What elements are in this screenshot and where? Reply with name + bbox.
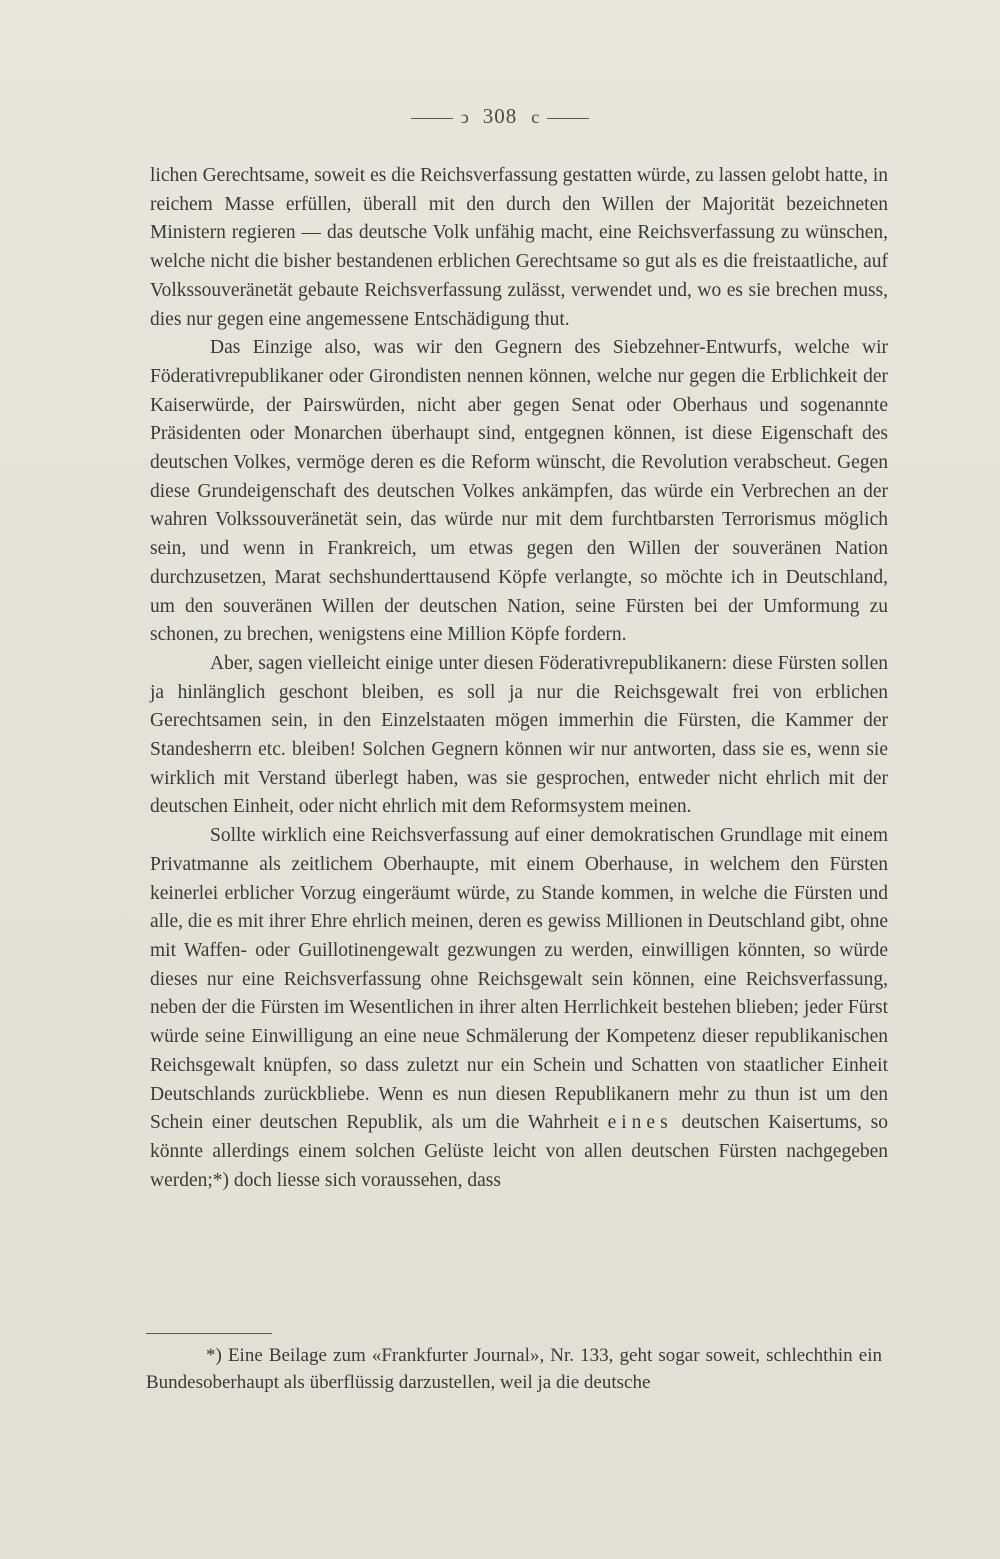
- page-number: 308: [482, 104, 518, 128]
- header-rule-right: [547, 118, 589, 119]
- paragraph-sollte-wirklich: [150, 822, 888, 1195]
- paragraph-text-after: deutschen Kaisertums, so könnte allerdings einem solchen Gelüste leicht von allen deutschen Fürsten nachgegeben werden;*) doch liesse sich voraussehen, dass: [150, 1112, 889, 1191]
- footnote: [146, 1342, 882, 1396]
- header-rule-left: [411, 118, 453, 119]
- main-text: [150, 162, 888, 1195]
- header-ornament-right: c: [531, 107, 540, 127]
- paragraph-text-before: Sollte wirklich eine Reichsverfassung auf einer demokratischen Grundlage mit einem Privatmanne als zeitlichem Oberhaupte, mit einem Oberhause, in welchem den Fürsten keinerlei erblicher Vorzug eingeräumt würde, zu Stande kommen, in welche die Fürsten und alle, die es mit ihrer Ehre ehrlich meinen, deren es gewiss Millionen in Deutschland gibt, ohne mit Waffen- oder Guillotinengewalt gezwungen zu werden, einwilligen könnten, so würde dieses nur eine Reichsverfassung ohne Reichsgewalt sein können, eine Reichsverfassung, neben der die Fürsten im Wesentlichen in ihrer alten Herrlichkeit bestehen blieben; jeder Fürst würde seine Einwilligung an eine neue Schmälerung der Kompetenz dieser republikanischen Reichsgewalt knüpfen, so dass zuletzt nur ein Schein und Schatten von staatlicher Einheit Deutschlands zurückbliebe. Wenn es nun diesen Republikanern mehr zu thun ist um den Schein einer deutschen Republik, als um die Wahrheit: [150, 825, 888, 1134]
- paragraph-aber-sagen: Aber, sagen vielleicht einige unter diesen Föderativrepublikanern: diese Fürsten sollen ja hinlänglich geschont bleiben, es soll ja nur die Reichsgewalt frei von erblichen Gerechtsamen sein, in den Einzelstaaten mögen immerhin die Fürsten, die Kammer der Standesherrn etc. bleiben! Solchen Gegnern können wir nur antworten, dass sie es, wenn sie wirklich mit Verstand überlegt haben, was sie gesprochen, entweder nicht ehrlich mit der deutschen Einheit, oder nicht ehrlich mit dem Reformsystem meinen.: [150, 652, 888, 818]
- header-ornament-left: ↄ: [460, 107, 469, 127]
- footnote-text: *) Eine Beilage zum «Frankfurter Journal», Nr. 133, geht sogar soweit, schlechthin ein Bundesoberhaupt als überflüssig darzustellen, weil ja die deutsche: [146, 1345, 882, 1393]
- emphasized-word: eines: [607, 1112, 673, 1134]
- page-header: [0, 104, 1000, 129]
- footnote-separator: [146, 1333, 272, 1334]
- paragraph-das-einzige: Das Einzige also, was wir den Gegnern des Siebzehner-Entwurfs, welche wir Föderativrepublikaner oder Girondisten nennen können, welche nur gegen die Erblichkeit der Kaiserwürde, der Pairswürden, nicht aber gegen Senat oder Oberhaus und sogenannte Präsidenten oder Monarchen überhaupt sind, entgegnen können, ist diese Eigenschaft des deutschen Volkes, vermöge deren es die Reform wünscht, die Revolution verabscheut. Gegen diese Grundeigenschaft des deutschen Volkes ankämpfen, das würde ein Verbrechen an der wahren Volkssouveränetät sein, das würde nur mit dem furchtbarsten Terrorismus möglich sein, und wenn in Frankreich, um etwas gegen den Willen der souveränen Nation durchzusetzen, Marat sechshunderttausend Köpfe verlangte, so möchte ich in Deutschland, um den souveränen Willen der deutschen Nation, seine Fürsten bei der Umformung zu schonen, zu brechen, wenigstens eine Million Köpfe fordern.: [150, 337, 888, 646]
- paragraph-continuation: lichen Gerechtsame, soweit es die Reichsverfassung gestatten würde, zu lassen gelobt hatte, in reichem Masse erfüllen, überall mit den durch den Willen der Majorität bezeichneten Ministern regieren — das deutsche Volk unfähig macht, eine Reichsverfassung zu wünschen, welche nicht die bisher bestandenen erblichen Gerechtsame so gut als es die freistaatliche, auf Volkssouveränetät gebaute Reichsverfassung zulässt, verwendet und, wo es sie brechen muss, dies nur gegen eine angemessene Entschädigung thut.: [150, 165, 888, 330]
